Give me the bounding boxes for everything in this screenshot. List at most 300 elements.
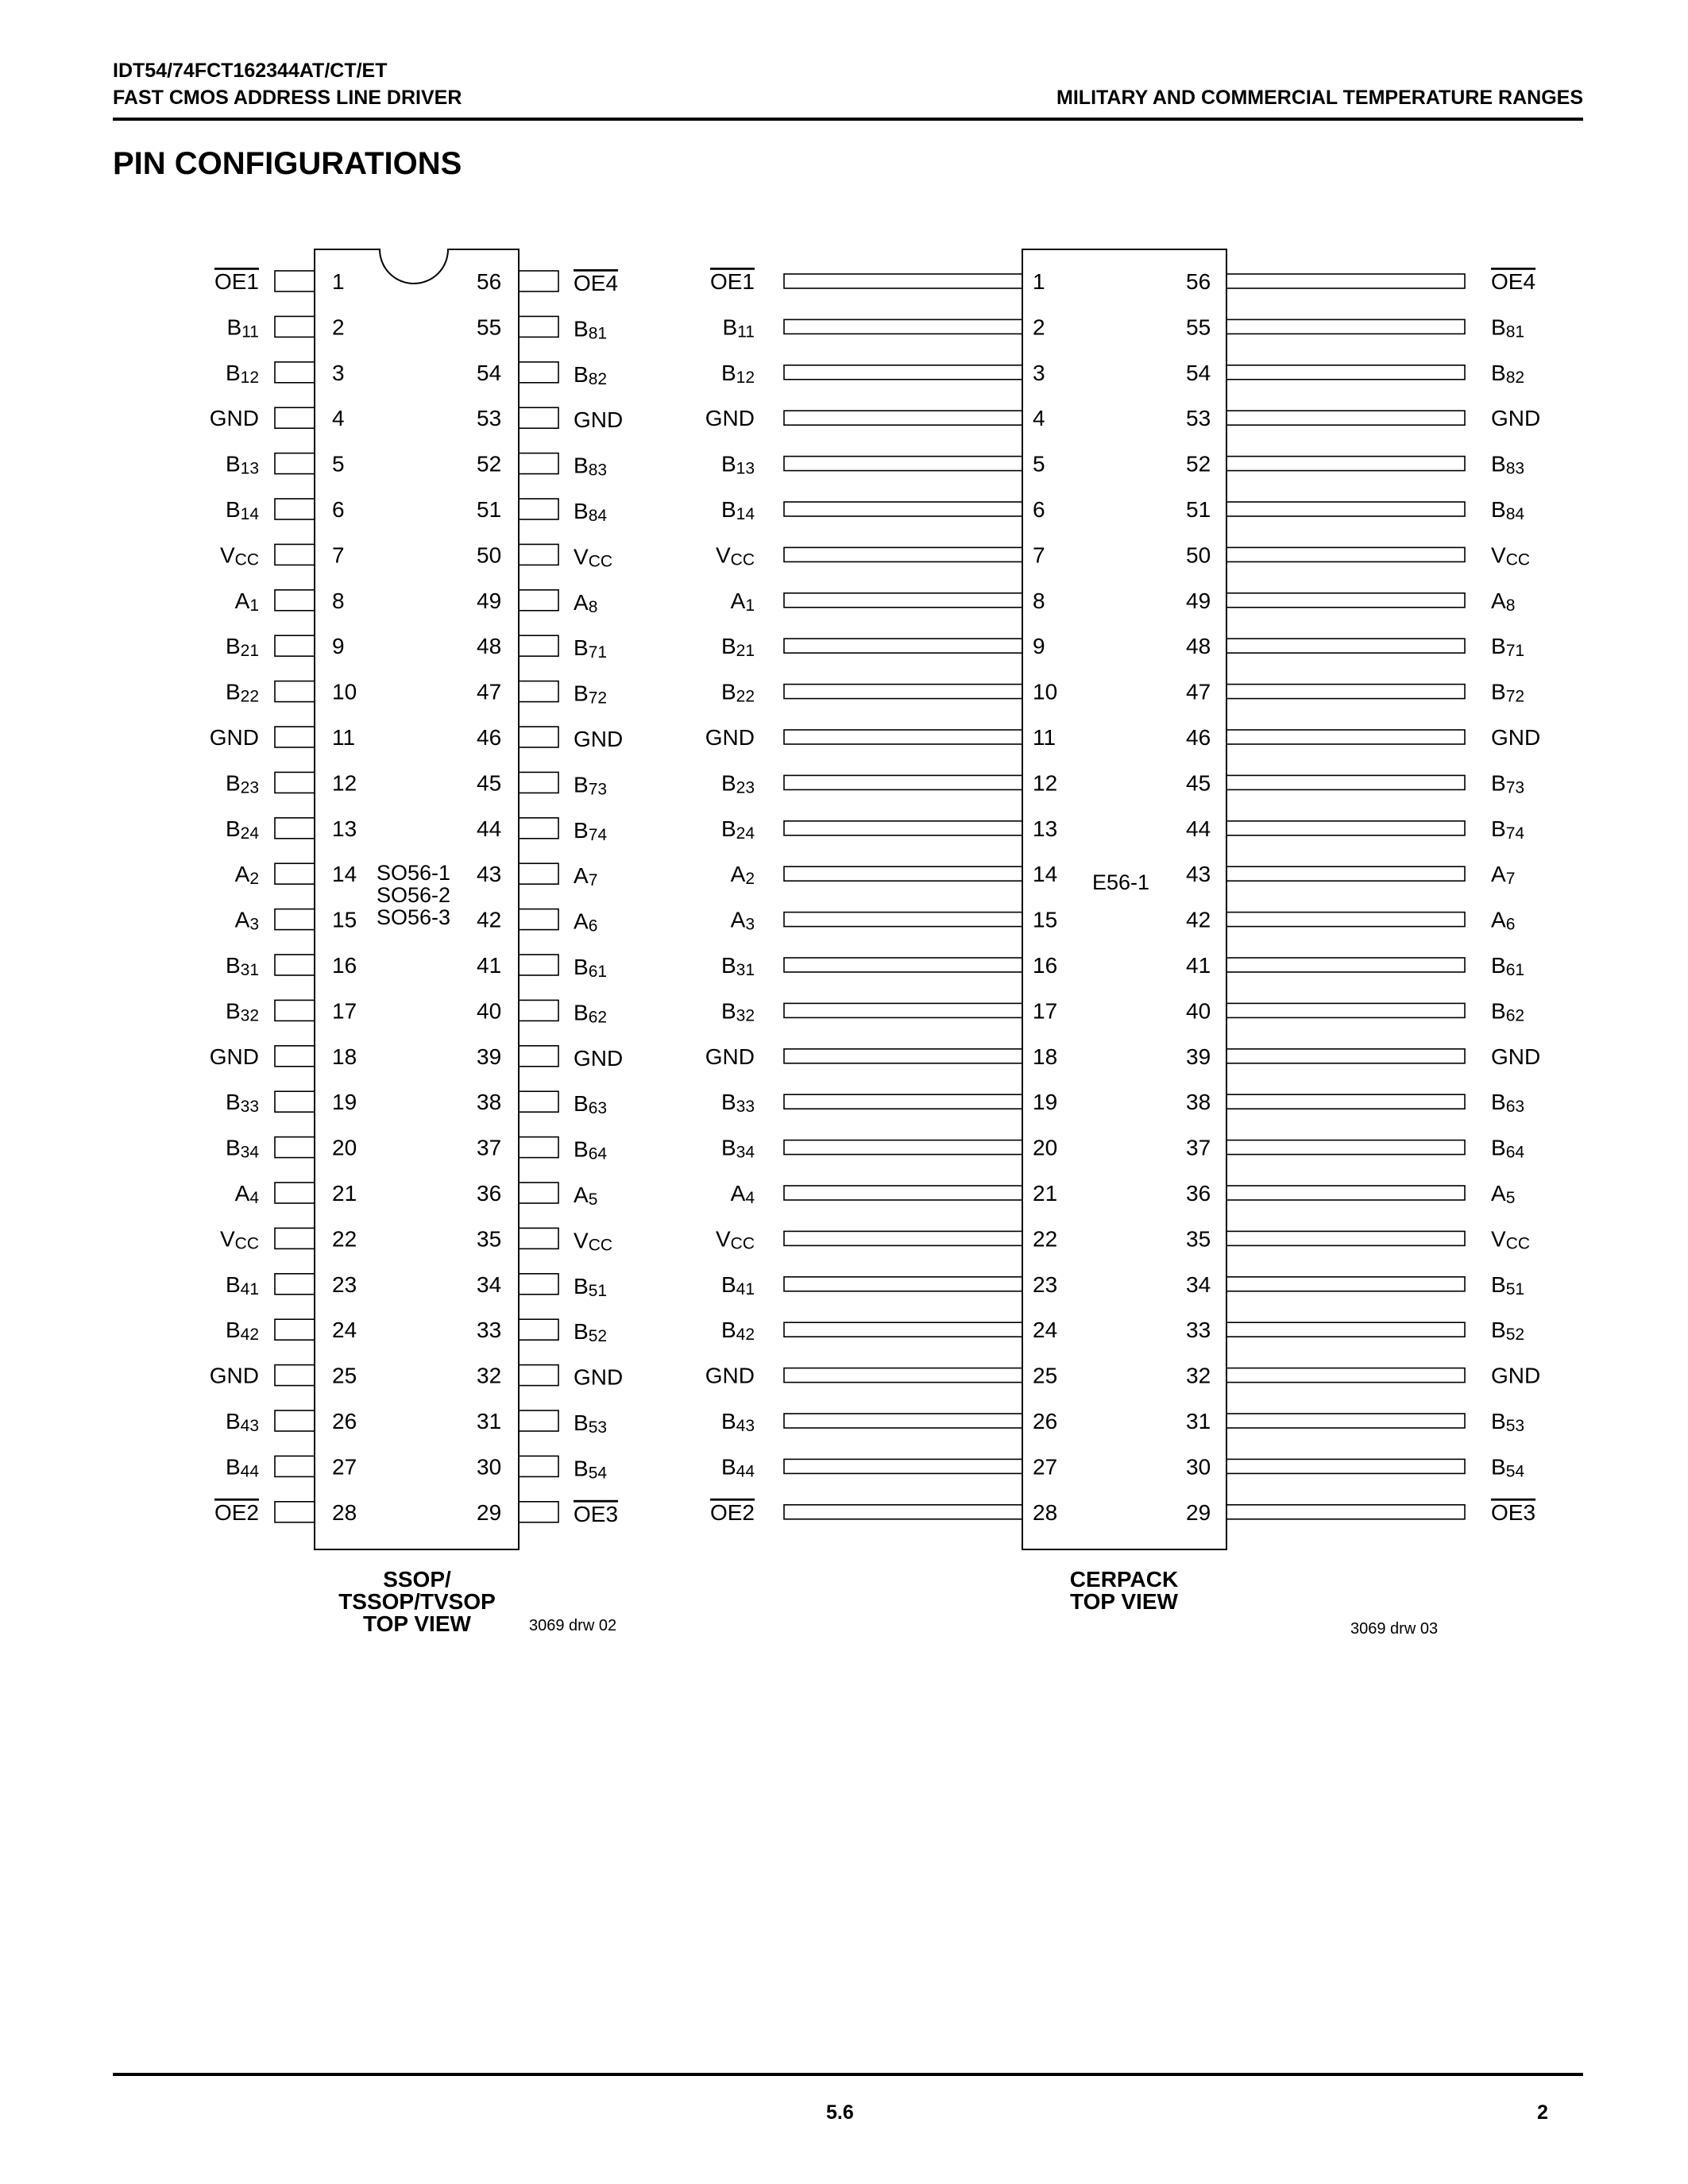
ssop-pin-35 [519,1228,558,1248]
ssop-pin-42 [519,909,558,930]
ssop-pin-number-19: 19 [332,1090,357,1115]
cerpack-pin-number-48: 48 [1186,634,1211,659]
ssop-pin-label-18: GND [209,1044,259,1069]
cerpack-drawing-ref: 3069 drw 03 [1350,1620,1439,1638]
cerpack-lead-10 [784,685,1022,699]
ssop-package-id-1: SO56-1 [377,861,451,885]
ssop-pin-54 [519,362,558,383]
cerpack-lead-46 [1226,730,1465,744]
ssop-pin-label-43: A7 [574,863,598,890]
cerpack-lead-15 [784,913,1022,927]
ssop-pin-number-36: 36 [477,1181,502,1206]
cerpack-pin-label-20: B34 [720,1135,755,1162]
cerpack-pin-label-54: B82 [1491,360,1525,387]
cerpack-pin-label-21: A4 [730,1181,755,1207]
cerpack-pin-number-17: 17 [1033,998,1058,1024]
ssop-pin-label-26: B43 [225,1409,259,1435]
ssop-pin-label-42: A6 [574,909,598,936]
cerpack-pin-label-31: B53 [1491,1409,1525,1435]
ssop-pin-number-12: 12 [332,770,357,796]
cerpack-lead-1 [784,274,1022,288]
cerpack-pin-number-24: 24 [1033,1318,1058,1343]
ssop-pin-number-51: 51 [477,497,502,522]
ssop-pin-31 [519,1410,558,1431]
ssop-pin-number-16: 16 [332,953,357,978]
cerpack-lead-34 [1226,1277,1465,1291]
cerpack-pin-number-30: 30 [1186,1454,1211,1480]
ssop-pin-13 [275,818,315,839]
cerpack-lead-41 [1226,958,1465,972]
ssop-pin-label-53: GND [574,407,624,433]
ssop-pin-number-41: 41 [477,953,502,978]
ssop-pin-45 [519,772,558,793]
cerpack-lead-44 [1226,821,1465,835]
cerpack-lead-27 [784,1459,1022,1473]
section-number: 5.6 [826,2101,854,2124]
ssop-pin-number-48: 48 [477,634,502,659]
ssop-pin-number-15: 15 [332,907,357,932]
ssop-pin-36 [519,1183,558,1203]
cerpack-pin-label-35: VCC [1491,1226,1531,1253]
ssop-pin-label-9: B21 [225,634,259,661]
ssop-pin-number-45: 45 [477,770,502,796]
cerpack-pin-number-53: 53 [1186,406,1211,431]
ssop-pin-label-23: B41 [225,1271,259,1298]
ssop-pin-14 [275,863,315,884]
cerpack-pin-label-33: B52 [1491,1318,1525,1345]
ssop-pin-number-39: 39 [477,1044,502,1069]
cerpack-pin-number-41: 41 [1186,953,1211,978]
ssop-pin-label-7: VCC [219,542,259,569]
cerpack-pin-number-37: 37 [1186,1135,1211,1160]
cerpack-pin-label-44: B74 [1491,816,1525,843]
ssop-pin-label-25: GND [209,1363,259,1388]
ssop-pin-51 [519,499,558,519]
cerpack-lead-29 [1226,1505,1465,1519]
cerpack-pin-label-14: A2 [730,862,755,889]
cerpack-lead-51 [1226,502,1465,516]
cerpack-lead-38 [1226,1094,1465,1109]
ssop-pin-label-15: A3 [234,907,259,934]
cerpack-pin-label-3: B12 [720,360,755,387]
ssop-pin-number-49: 49 [477,588,502,613]
ssop-pin-number-18: 18 [332,1044,357,1069]
ssop-pin-38 [519,1091,558,1112]
ssop-pin-7 [275,544,315,565]
ssop-pin-number-11: 11 [332,725,356,750]
ssop-pin-12 [275,772,315,793]
cerpack-lead-26 [784,1414,1022,1428]
cerpack-pin-number-43: 43 [1186,862,1211,887]
ssop-pin-1 [275,271,315,291]
ssop-pin-label-54: B82 [574,361,608,388]
ssop-pin-number-26: 26 [332,1409,357,1433]
cerpack-lead-6 [784,502,1022,516]
ssop-pin-23 [275,1274,315,1295]
ssop-pin-56 [519,271,558,291]
cerpack-pin-number-47: 47 [1186,679,1211,704]
cerpack-pin-label-26: B43 [720,1409,755,1435]
cerpack-lead-18 [784,1049,1022,1063]
ssop-pin-15 [275,909,315,930]
product-name: FAST CMOS ADDRESS LINE DRIVER [113,87,462,109]
cerpack-pin-number-28: 28 [1033,1499,1058,1525]
cerpack-lead-37 [1226,1140,1465,1155]
cerpack-pin-label-30: B54 [1491,1454,1525,1481]
ssop-pin-10 [275,681,315,702]
cerpack-lead-22 [784,1231,1022,1245]
cerpack-pin-label-40: B62 [1491,998,1525,1025]
ssop-pin-number-56: 56 [477,269,502,294]
cerpack-pin-number-5: 5 [1033,451,1045,477]
ssop-pin-44 [519,818,558,839]
cerpack-pin-label-55: B81 [1491,314,1525,341]
ssop-pin-label-11: GND [209,725,259,750]
ssop-pin-17 [275,1000,315,1021]
ssop-pin-28 [275,1502,315,1522]
ssop-pin-46 [519,727,558,747]
cerpack-pin-number-15: 15 [1033,907,1058,932]
ssop-pin-43 [519,863,558,884]
cerpack-pin-number-4: 4 [1033,406,1045,431]
cerpack-pin-number-21: 21 [1033,1181,1058,1206]
ssop-pin-number-55: 55 [477,314,502,340]
ssop-pin-24 [275,1319,315,1340]
ssop-pin-label-51: B84 [574,499,608,525]
cerpack-pin-label-38: B63 [1491,1090,1525,1117]
ssop-pin-label-55: B81 [574,316,608,343]
cerpack-pin-label-10: B22 [720,679,755,706]
ssop-pin-52 [519,453,558,474]
ssop-pin-label-37: B64 [574,1136,608,1163]
cerpack-pin-label-24: B42 [720,1318,755,1345]
ssop-label-line-2: TSSOP/TVSOP [338,1589,496,1614]
cerpack-pin-label-9: B21 [720,634,755,661]
cerpack-lead-20 [784,1140,1022,1155]
cerpack-lead-40 [1226,1003,1465,1017]
cerpack-pin-label-16: B31 [720,953,755,979]
cerpack-pin-label-27: B44 [720,1454,755,1481]
cerpack-pin-number-45: 45 [1186,770,1211,796]
ssop-pin-number-1: 1 [332,269,345,294]
ssop-pin-label-48: B71 [574,635,608,662]
ssop-pin-number-30: 30 [477,1454,502,1480]
cerpack-lead-48 [1226,639,1465,653]
cerpack-lead-9 [784,639,1022,653]
ssop-pin-number-25: 25 [332,1363,357,1388]
ssop-pin-number-29: 29 [477,1499,502,1525]
cerpack-package-id: E56-1 [1092,870,1150,894]
ssop-pin-label-47: B72 [574,681,608,708]
ssop-pin-label-45: B73 [574,772,608,799]
cerpack-lead-45 [1226,775,1465,789]
cerpack-pin-label-23: B41 [720,1271,755,1298]
ssop-pin-number-31: 31 [477,1409,502,1433]
ssop-pin-22 [275,1228,315,1248]
cerpack-pin-label-1: OE1 [709,269,755,294]
cerpack-pin-number-33: 33 [1186,1318,1211,1343]
cerpack-pin-number-14: 14 [1033,862,1058,887]
cerpack-label-line-1: CERPACK [1069,1567,1179,1592]
cerpack-pin-label-41: B61 [1491,953,1525,979]
ssop-pin-label-8: A1 [234,588,259,615]
cerpack-pin-number-18: 18 [1033,1044,1058,1069]
ssop-pin-number-21: 21 [332,1181,357,1206]
cerpack-pin-label-5: B13 [720,451,755,478]
temperature-ranges: MILITARY AND COMMERCIAL TEMPERATURE RANGES [1056,87,1583,109]
ssop-pin-label-34: B51 [574,1273,608,1300]
ssop-pin-label-1: OE1 [214,269,259,294]
cerpack-pin-label-36: A5 [1491,1181,1516,1207]
ssop-pin-label-6: B14 [225,497,259,523]
cerpack-lead-42 [1226,913,1465,927]
cerpack-lead-5 [784,457,1022,471]
ssop-pin-37 [519,1137,558,1158]
cerpack-package-body [1022,249,1226,1549]
ssop-pin-number-5: 5 [332,451,345,477]
cerpack-pin-label-32: GND [1491,1363,1541,1388]
cerpack-pin-number-8: 8 [1033,588,1045,613]
ssop-pin-number-40: 40 [477,998,502,1024]
ssop-package-id-3: SO56-3 [377,905,451,929]
ssop-pin-number-35: 35 [477,1226,502,1252]
cerpack-pin-number-32: 32 [1186,1363,1211,1388]
ssop-pin-label-24: B42 [225,1318,259,1345]
cerpack-pin-number-42: 42 [1186,907,1211,932]
ssop-pin-label-38: B63 [574,1091,608,1118]
cerpack-pin-label-39: GND [1491,1044,1541,1069]
ssop-pin-33 [519,1319,558,1340]
cerpack-pin-label-28: OE2 [709,1499,755,1525]
ssop-pin-label-46: GND [574,727,624,751]
cerpack-pin-label-12: B23 [720,770,755,797]
ssop-pin-16 [275,955,315,975]
cerpack-lead-36 [1226,1186,1465,1200]
ssop-pin-label-21: A4 [234,1181,259,1207]
ssop-pin-label-39: GND [574,1045,624,1071]
ssop-pin-label-31: B53 [574,1410,608,1437]
ssop-pin-30 [519,1456,558,1476]
cerpack-pin-number-16: 16 [1033,953,1058,978]
ssop-drawing-ref: 3069 drw 02 [529,1617,617,1634]
ssop-pin-label-5: B13 [225,451,259,478]
cerpack-pin-number-56: 56 [1186,269,1211,294]
ssop-pin-label-32: GND [574,1364,624,1390]
ssop-pin-number-32: 32 [477,1363,502,1388]
ssop-pin-number-14: 14 [332,862,357,887]
ssop-pin-3 [275,362,315,383]
ssop-pin-label-36: A5 [574,1183,598,1209]
cerpack-pin-label-25: GND [705,1363,755,1388]
cerpack-pin-label-49: A8 [1491,588,1516,615]
cerpack-pin-number-36: 36 [1186,1181,1211,1206]
ssop-pin-number-50: 50 [477,542,502,568]
ssop-pin-number-20: 20 [332,1135,357,1160]
cerpack-lead-11 [784,730,1022,744]
cerpack-pin-label-46: GND [1491,725,1541,750]
cerpack-lead-8 [784,593,1022,608]
cerpack-lead-3 [784,365,1022,380]
ssop-pin-label-52: B83 [574,453,608,480]
ssop-pin-number-52: 52 [477,451,502,477]
ssop-pin-number-34: 34 [477,1271,502,1297]
cerpack-pin-number-19: 19 [1033,1090,1058,1115]
cerpack-pin-number-3: 3 [1033,360,1045,385]
cerpack-lead-50 [1226,547,1465,561]
cerpack-pin-number-39: 39 [1186,1044,1211,1069]
cerpack-pin-number-49: 49 [1186,588,1211,613]
ssop-pin-number-54: 54 [477,360,502,385]
cerpack-pin-label-4: GND [705,406,755,431]
cerpack-lead-56 [1226,274,1465,288]
ssop-pin-label-16: B31 [225,953,259,979]
ssop-pin-label-12: B23 [225,770,259,797]
ssop-pin-11 [275,727,315,747]
ssop-pin-25 [275,1365,315,1386]
ssop-pin-6 [275,499,315,519]
cerpack-pin-number-44: 44 [1186,816,1211,841]
cerpack-pin-number-6: 6 [1033,497,1045,522]
ssop-pin-label-4: GND [209,406,259,431]
cerpack-pin-number-26: 26 [1033,1409,1058,1433]
cerpack-pin-number-54: 54 [1186,360,1211,385]
cerpack-pin-label-29: OE3 [1491,1499,1536,1525]
ssop-label-line-1: SSOP/ [383,1567,451,1592]
cerpack-pin-label-50: VCC [1491,542,1531,569]
cerpack-lead-43 [1226,866,1465,881]
cerpack-pin-label-15: A3 [730,907,755,934]
ssop-pin-label-3: B12 [225,360,259,387]
cerpack-label-line-2: TOP VIEW [1070,1589,1178,1614]
ssop-pin-number-22: 22 [332,1226,357,1252]
ssop-pin-label-27: B44 [225,1454,259,1481]
cerpack-pin-number-31: 31 [1186,1409,1211,1433]
ssop-label-line-3: TOP VIEW [363,1611,471,1636]
ssop-pin-number-9: 9 [332,634,345,659]
ssop-pin-number-10: 10 [332,679,357,704]
ssop-pin-8 [275,590,315,611]
cerpack-lead-54 [1226,365,1465,380]
ssop-pin-label-19: B33 [225,1090,259,1117]
ssop-pin-9 [275,635,315,656]
cerpack-pin-number-12: 12 [1033,770,1058,796]
cerpack-pin-label-34: B51 [1491,1271,1525,1298]
cerpack-lead-23 [784,1277,1022,1291]
cerpack-pin-number-50: 50 [1186,542,1211,568]
ssop-pin-label-33: B52 [574,1319,608,1346]
cerpack-pin-label-52: B83 [1491,451,1525,478]
ssop-pin-label-20: B34 [225,1135,259,1162]
cerpack-pin-label-18: GND [705,1044,755,1069]
ssop-package-id-2: SO56-2 [377,883,451,907]
cerpack-pin-number-46: 46 [1186,725,1211,750]
ssop-pin-27 [275,1456,315,1476]
cerpack-pin-number-10: 10 [1033,679,1058,704]
cerpack-lead-52 [1226,457,1465,471]
ssop-pin-18 [275,1046,315,1067]
cerpack-pin-number-22: 22 [1033,1226,1058,1252]
cerpack-pin-label-7: VCC [715,542,755,569]
cerpack-lead-30 [1226,1459,1465,1473]
cerpack-lead-2 [784,319,1022,334]
cerpack-pin-label-17: B32 [720,998,755,1025]
ssop-pin-label-41: B61 [574,955,608,981]
cerpack-lead-32 [1226,1368,1465,1383]
cerpack-lead-12 [784,775,1022,789]
cerpack-lead-33 [1226,1322,1465,1337]
footer-rule [113,2073,1583,2076]
ssop-pin-label-28: OE2 [214,1499,259,1525]
cerpack-pin-number-23: 23 [1033,1271,1058,1297]
ssop-pin-label-49: A8 [574,589,598,616]
cerpack-lead-19 [784,1094,1022,1109]
ssop-pin-50 [519,544,558,565]
ssop-pin-47 [519,681,558,702]
cerpack-pin-label-56: OE4 [1491,269,1536,294]
ssop-pin-4 [275,407,315,428]
cerpack-pin-number-52: 52 [1186,451,1211,477]
cerpack-pin-number-40: 40 [1186,998,1211,1024]
ssop-pin-number-53: 53 [477,406,502,431]
cerpack-pin-number-20: 20 [1033,1135,1058,1160]
cerpack-pin-number-11: 11 [1033,725,1056,750]
ssop-pin-20 [275,1137,315,1158]
ssop-pin-number-28: 28 [332,1499,357,1525]
ssop-pin-number-4: 4 [332,406,345,431]
ssop-pin-49 [519,590,558,611]
cerpack-pin-number-55: 55 [1186,314,1211,340]
cerpack-pin-number-13: 13 [1033,816,1058,841]
ssop-pin-label-14: A2 [234,862,259,889]
ssop-pin-53 [519,407,558,428]
ssop-pin-40 [519,1000,558,1021]
ssop-pin-26 [275,1410,315,1431]
cerpack-lead-21 [784,1186,1022,1200]
cerpack-label [1025,1569,1223,1613]
cerpack-lead-53 [1226,411,1465,425]
cerpack-pin-label-53: GND [1491,406,1541,431]
ssop-pin-number-23: 23 [332,1271,357,1297]
ssop-pin-number-17: 17 [332,998,357,1024]
part-number: IDT54/74FCT162344AT/CT/ET [113,60,388,82]
ssop-pin-29 [519,1502,558,1522]
ssop-pin-number-47: 47 [477,679,502,704]
cerpack-pin-number-2: 2 [1033,314,1045,340]
cerpack-pin-number-29: 29 [1186,1499,1211,1525]
ssop-pin-number-3: 3 [332,360,345,385]
ssop-pin-number-8: 8 [332,588,345,613]
ssop-pin-label-2: B11 [226,314,259,341]
cerpack-pin-label-2: B11 [722,314,755,341]
ssop-pin-39 [519,1046,558,1067]
ssop-pin-5 [275,453,315,474]
cerpack-lead-17 [784,1003,1022,1017]
ssop-pin-55 [519,316,558,337]
cerpack-pin-number-51: 51 [1186,497,1211,522]
cerpack-pin-label-37: B64 [1491,1135,1525,1162]
ssop-pin-number-38: 38 [477,1090,502,1115]
ssop-pin-number-33: 33 [477,1318,502,1343]
ssop-pin-number-24: 24 [332,1318,357,1343]
ssop-pin-number-42: 42 [477,907,502,932]
ssop-pin-48 [519,635,558,656]
cerpack-lead-7 [784,547,1022,561]
ssop-pin-label-30: B54 [574,1456,608,1483]
cerpack-pin-number-1: 1 [1033,269,1045,294]
cerpack-pin-number-35: 35 [1186,1226,1211,1252]
ssop-pin-21 [275,1183,315,1203]
ssop-pin-label-29: OE3 [574,1501,619,1526]
